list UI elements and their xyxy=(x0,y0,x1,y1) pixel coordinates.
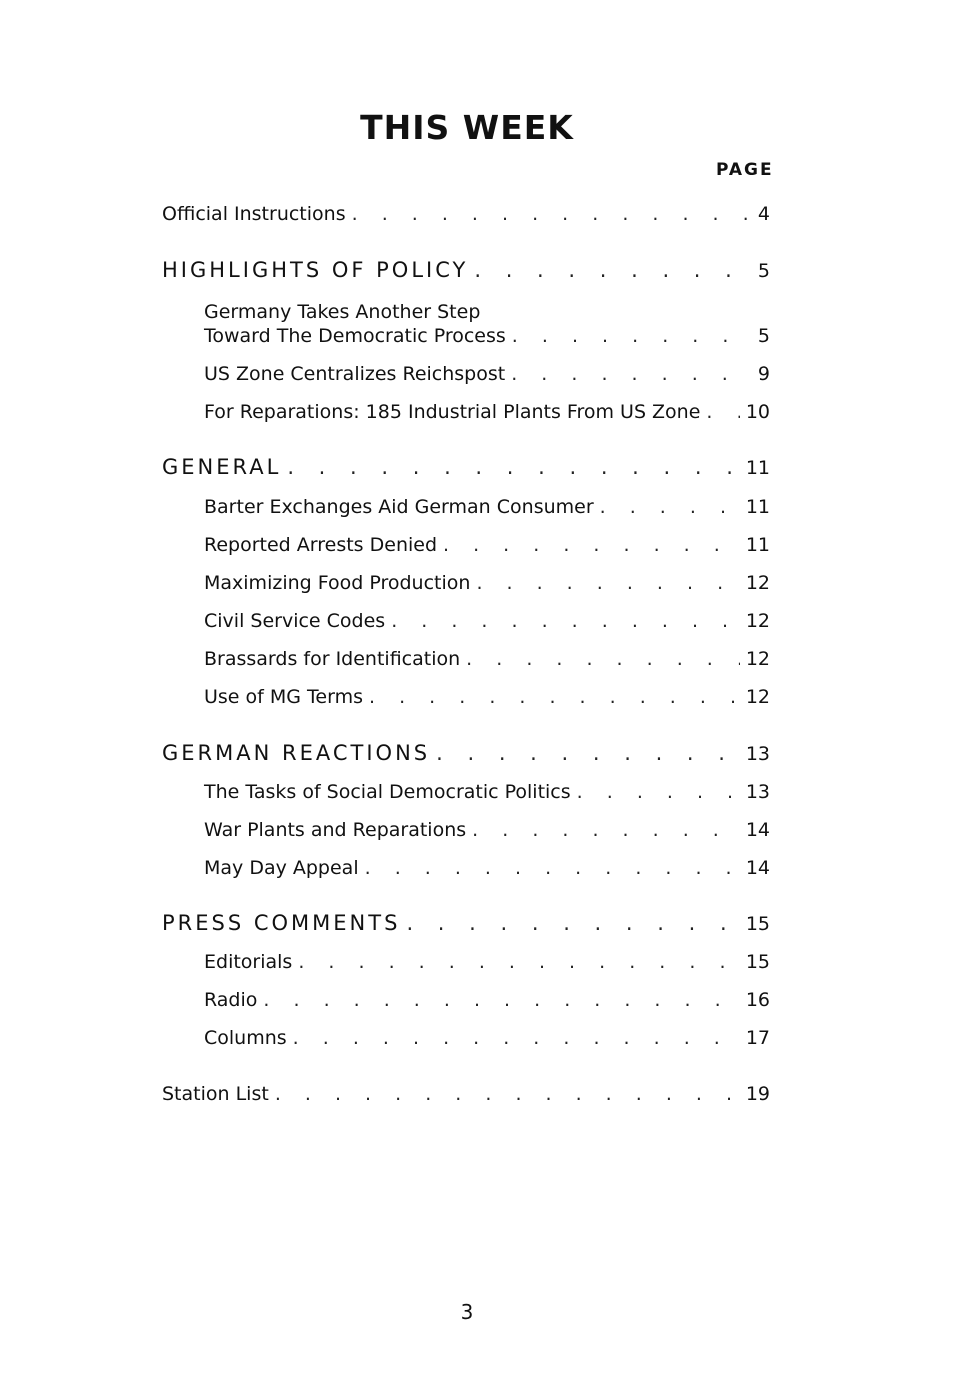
toc-entry-page: 14 xyxy=(745,819,770,841)
dot-leader xyxy=(365,857,740,879)
dot-leader xyxy=(293,1027,740,1049)
toc-entry-title-line2: Toward The Democratic Process xyxy=(204,325,506,347)
toc-entry-reparations-plants xyxy=(204,401,770,431)
toc-entry-title: Official Instructions xyxy=(162,203,346,225)
toc-section-general xyxy=(162,455,770,485)
toc-entry-germany-democratic-process xyxy=(204,325,770,355)
toc-section-title: GENERAL xyxy=(162,455,282,479)
toc-entry-page: 14 xyxy=(745,857,770,879)
page-title: THIS WEEK xyxy=(360,108,574,147)
toc-section-highlights-of-policy xyxy=(162,258,770,288)
toc-entry-war-plants xyxy=(204,819,770,849)
toc-entry-page: 11 xyxy=(745,457,770,479)
toc-entry-page: 12 xyxy=(745,648,770,670)
dot-leader xyxy=(443,534,740,556)
dot-leader xyxy=(474,258,752,282)
toc-entry-title: Reported Arrests Denied xyxy=(204,534,438,556)
toc-entry-page: 13 xyxy=(745,743,770,765)
toc-section-title: PRESS COMMENTS xyxy=(162,911,401,935)
toc-entry-may-day-appeal xyxy=(204,857,770,887)
toc-entry-columns xyxy=(204,1027,770,1057)
toc-entry-title: Columns xyxy=(204,1027,287,1049)
toc-entry-title: Civil Service Codes xyxy=(204,610,386,632)
dot-leader xyxy=(391,610,740,632)
toc-entry-page: 12 xyxy=(745,686,770,708)
toc-entry-brassards xyxy=(204,648,770,678)
toc-entry-title: Editorials xyxy=(204,951,293,973)
toc-entry-page: 17 xyxy=(745,1027,770,1049)
dot-leader xyxy=(275,1083,740,1105)
toc-entry-page: 9 xyxy=(757,363,770,385)
toc-entry-station-list xyxy=(162,1083,770,1113)
toc-entry-food-production xyxy=(204,572,770,602)
toc-entry-title: For Reparations: 185 Industrial Plants From US Zone xyxy=(204,401,701,423)
toc-entry-title-line1: Germany Takes Another Step xyxy=(204,301,481,323)
dot-leader xyxy=(476,572,739,594)
toc-entry-editorials xyxy=(204,951,770,981)
toc-entry-page: 15 xyxy=(745,951,770,973)
toc-entry-page: 11 xyxy=(745,534,770,556)
toc-entry-page: 5 xyxy=(757,325,770,347)
dot-leader xyxy=(512,325,752,347)
dot-leader xyxy=(287,455,739,479)
toc-entry-title: May Day Appeal xyxy=(204,857,359,879)
toc-entry-social-democratic xyxy=(204,781,770,811)
toc-entry-page: 10 xyxy=(745,401,770,423)
toc-entry-reichspost xyxy=(204,363,770,393)
toc-section-title: HIGHLIGHTS OF POLICY xyxy=(162,258,469,282)
dot-leader xyxy=(369,686,740,708)
toc-entry-title: Maximizing Food Production xyxy=(204,572,471,594)
toc-entry-page: 12 xyxy=(745,572,770,594)
toc-entry-title: Use of MG Terms xyxy=(204,686,363,708)
page-number: 3 xyxy=(460,1300,474,1324)
toc-entry-radio xyxy=(204,989,770,1019)
dot-leader xyxy=(263,989,739,1011)
dot-leader xyxy=(436,741,740,765)
toc-section-press-comments xyxy=(162,911,770,941)
toc-entry-title: Brassards for Identification xyxy=(204,648,461,670)
toc-entry-page: 19 xyxy=(745,1083,770,1105)
toc-section-german-reactions xyxy=(162,741,770,771)
toc-entry-title: War Plants and Reparations xyxy=(204,819,467,841)
dot-leader xyxy=(600,496,740,518)
dot-leader xyxy=(352,203,752,225)
dot-leader xyxy=(706,401,739,423)
toc-entry-mg-terms xyxy=(204,686,770,716)
toc-section-title: GERMAN REACTIONS xyxy=(162,741,431,765)
toc-entry-title: Barter Exchanges Aid German Consumer xyxy=(204,496,594,518)
dot-leader xyxy=(298,951,739,973)
dot-leader xyxy=(577,781,740,803)
toc-entry-page: 5 xyxy=(757,260,770,282)
toc-entry-title: The Tasks of Social Democratic Politics xyxy=(204,781,571,803)
toc-entry-page: 4 xyxy=(757,203,770,225)
toc-entry-page: 13 xyxy=(745,781,770,803)
toc-entry-barter-exchanges xyxy=(204,496,770,526)
dot-leader xyxy=(472,819,740,841)
toc-entry-reported-arrests xyxy=(204,534,770,564)
toc-entry-civil-service-codes xyxy=(204,610,770,640)
toc-entry-page: 12 xyxy=(745,610,770,632)
dot-leader xyxy=(511,363,752,385)
toc-entry-title: US Zone Centralizes Reichspost xyxy=(204,363,506,385)
toc-entry-page: 11 xyxy=(745,496,770,518)
page-column-label: PAGE xyxy=(716,160,774,180)
dot-leader xyxy=(466,648,740,670)
toc-entry-title: Station List xyxy=(162,1083,269,1105)
dot-leader xyxy=(406,911,739,935)
toc-entry-page: 16 xyxy=(745,989,770,1011)
toc-entry-official-instructions xyxy=(162,203,770,233)
toc-entry-title: Radio xyxy=(204,989,258,1011)
toc-entry-page: 15 xyxy=(745,913,770,935)
